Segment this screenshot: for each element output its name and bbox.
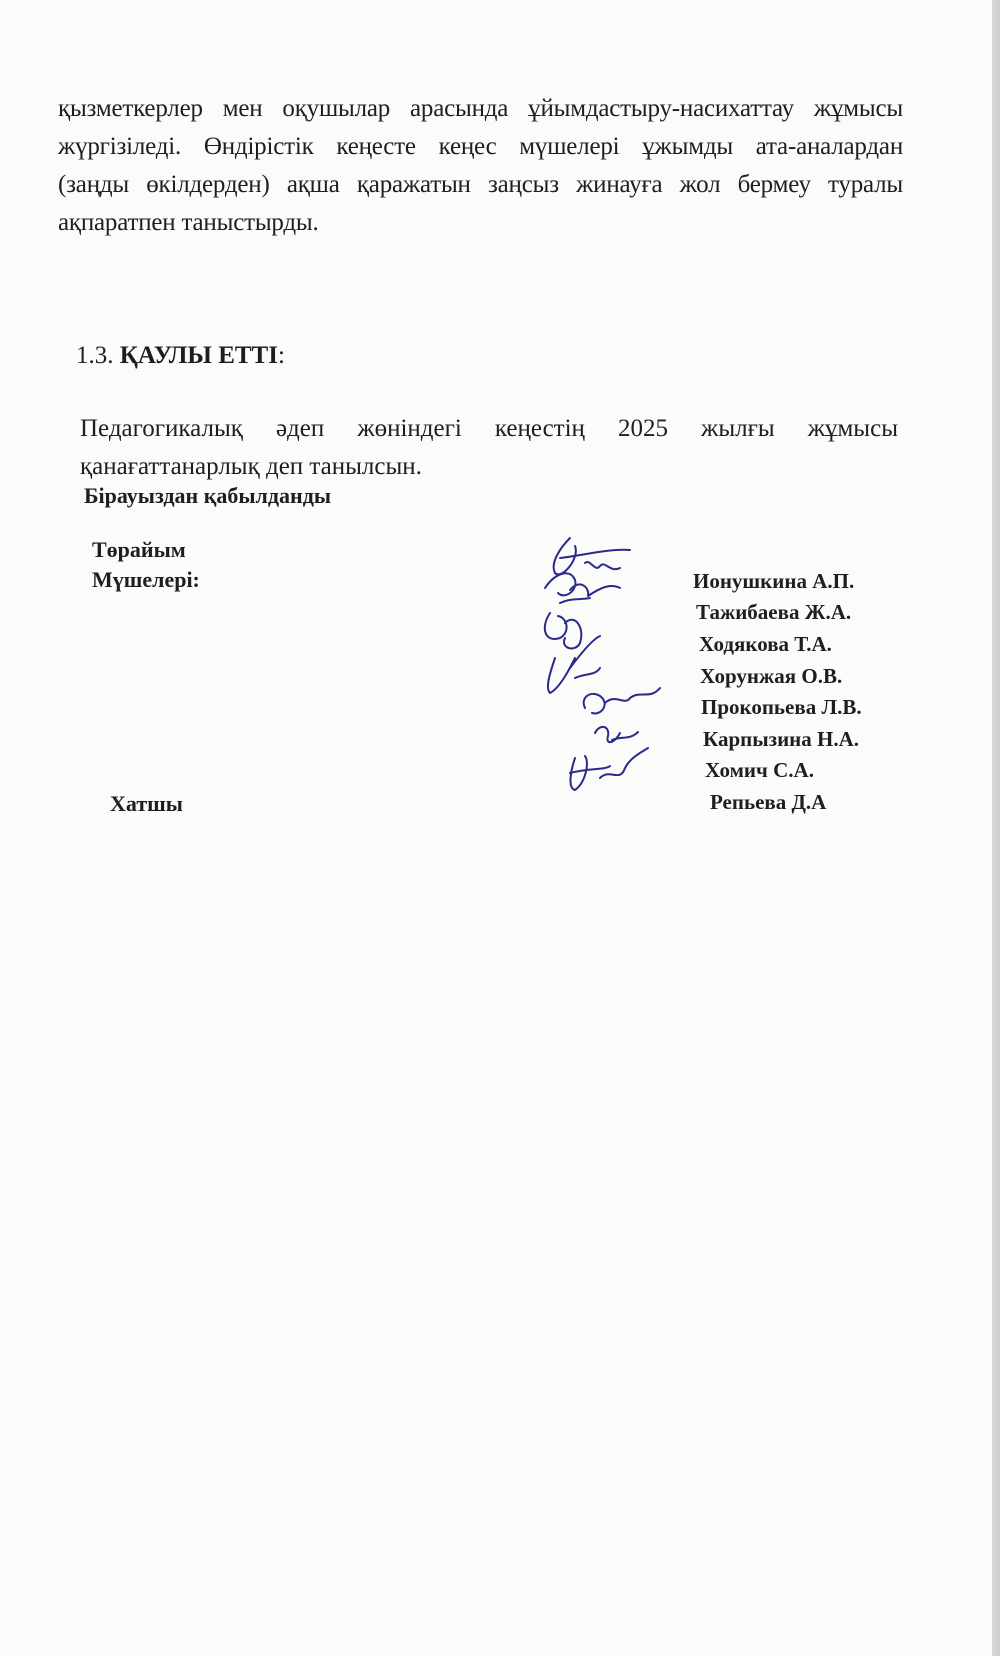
chair-label: Төрайым [92, 537, 186, 562]
signature-member [545, 613, 582, 648]
name-member: Хорунжая О.В. [700, 664, 843, 688]
decision-text: Бірауыздан қабылданды [84, 483, 332, 508]
name-member: Тажибаева Ж.А. [696, 600, 852, 624]
intro-line: (заңды өкілдерден) ақша қаражатын заңсыз жинауға жол бермеу туралы [58, 171, 903, 198]
signature-chair [554, 538, 630, 574]
section-colon: : [277, 342, 285, 369]
name-member: Ходякова Т.А. [699, 632, 832, 656]
resolution-line: қанағаттанарлық деп танылсын. [80, 453, 422, 480]
section-title: ҚАУЛЫ ЕТТІ [119, 342, 278, 369]
page-edge-shadow [992, 0, 1000, 1656]
name-member: Хомич С.А. [705, 758, 814, 782]
intro-line: қызметкерлер мен оқушылар арасында ұйымдастыру-насихаттау жұмысы [58, 95, 903, 122]
secretary-label: Хатшы [110, 791, 183, 816]
name-chair: Ионушкина А.П. [693, 569, 855, 593]
name-member: Карпызина Н.А. [703, 727, 860, 751]
intro-paragraph [58, 90, 903, 242]
section-heading [76, 340, 285, 372]
signature-secretary [570, 748, 648, 790]
intro-line: жүргізіледі. Өндірістік кеңесте кеңес мүшелері ұжымды ата-аналардан [58, 133, 903, 160]
resolution-paragraph [80, 410, 898, 486]
signature-member [595, 727, 638, 742]
members-label: Мүшелері: [92, 567, 200, 592]
signature-member [548, 636, 600, 693]
resolution-line: Педагогикалық әдеп жөніндегі кеңестің 2025 жылғы жұмысы [80, 415, 898, 442]
handwritten-signatures [530, 518, 690, 828]
name-member: Прокопьева Л.В. [701, 695, 862, 719]
signature-member [545, 573, 620, 603]
section-number: 1.3. [76, 342, 114, 369]
name-secretary: Репьева Д.А [710, 790, 827, 814]
intro-line: ақпаратпен таныстырды. [58, 209, 319, 236]
signature-member [584, 688, 660, 713]
